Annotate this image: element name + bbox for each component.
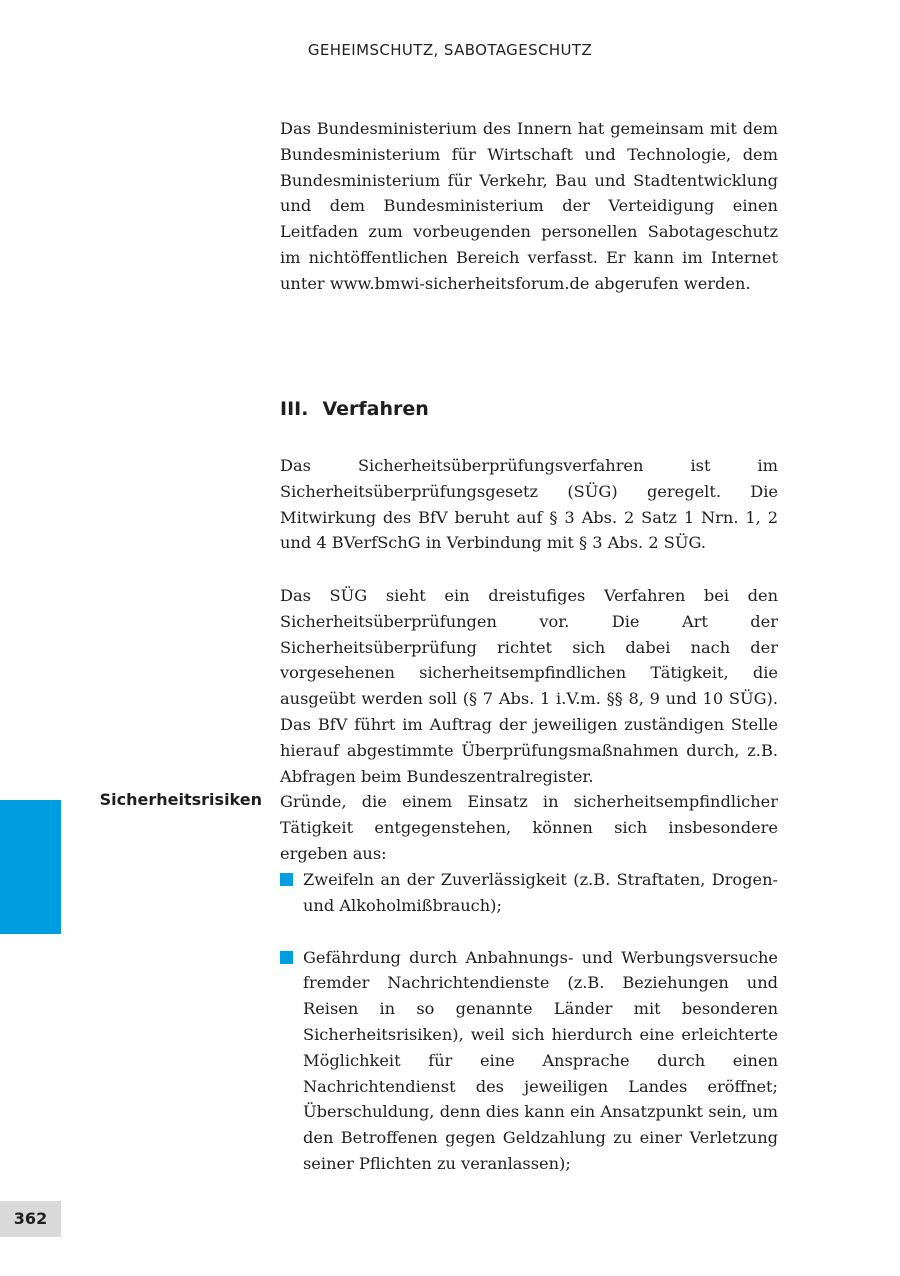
risks-bullet-list	[280, 867, 778, 1203]
section-heading	[280, 398, 778, 420]
chapter-side-tab	[0, 800, 61, 934]
section-paragraph-1: Das Sicherheitsüberprüfungsverfahren ist im Sicherheitsüberprüfungsgesetz (SÜG) geregelt. Die Mitwirkung des BfV beruht auf § 3 Abs. 2 Satz 1 Nrn. 1, 2 und 4 BVerfSchG in Verbindung mit § 3 Abs. 2 SÜG.	[280, 456, 778, 553]
section-number: III.	[280, 398, 309, 420]
section-paragraph-2: Das SÜG sieht ein dreistufiges Verfahren bei den Sicherheitsüberprüfungen vor. Die Art der Sicherheitsüberprüfung richtet sich dabei nach der vorgesehenen sicherheitsempfindlichen Tätigkeit, die ausgeübt werden soll (§ 7 Abs. 1 i.V.m. §§ 8, 9 und 10 SÜG). Das BfV führt im Auftrag der jeweiligen zuständigen Stelle hierauf abgestimmte Überprüfungsmaßnahmen durch, z.B. Abfragen beim Bundeszentralregister.	[280, 586, 778, 786]
bullet-square-icon	[280, 873, 293, 886]
list-item	[280, 867, 778, 919]
list-item	[280, 945, 778, 1177]
bullet-text: Zweifeln an der Zuverlässigkeit (z.B. Straftaten, Drogen- und Alkoholmißbrauch);	[303, 870, 778, 915]
running-header: GEHEIMSCHUTZ, SABOTAGESCHUTZ	[307, 41, 593, 59]
margin-label-risks: Sicherheitsrisiken	[99, 790, 262, 809]
risks-intro-paragraph: Gründe, die einem Einsatz in sicherheitsempfindlicher Tätigkeit entgegenstehen, können sich insbesondere ergeben aus:	[280, 792, 778, 863]
intro-paragraph: Das Bundesministerium des Innern hat gemeinsam mit dem Bundesministerium für Wirtschaft und Technologie, dem Bundesministerium für Verkehr, Bau und Stadtentwicklung und dem Bundesministerium der Verteidigung einen Leitfaden zum vorbeugenden personellen Sabotageschutz im nichtöffentlichen Bereich verfasst. Er kann im Internet unter www.bmwi-sicherheitsforum.de abgerufen werden.	[280, 119, 778, 293]
section-title: Verfahren	[322, 398, 429, 420]
bullet-square-icon	[280, 951, 293, 964]
page-number: 362	[0, 1201, 61, 1237]
bullet-text: Gefährdung durch Anbahnungs- und Werbungsversuche fremder Nachrichtendienste (z.B. Beziehungen und Reisen in so genannte Länder mit besonderen Sicherheitsrisiken), weil sich hierdurch eine erleichterte Möglichkeit für eine Ansprache durch einen Nachrichtendienst des jeweiligen Landes eröffnet; Überschuldung, denn dies kann ein Ansatzpunkt sein, um den Betroffenen gegen Geldzahlung zu einer Verletzung seiner Pflichten zu veranlassen);	[303, 947, 778, 1173]
